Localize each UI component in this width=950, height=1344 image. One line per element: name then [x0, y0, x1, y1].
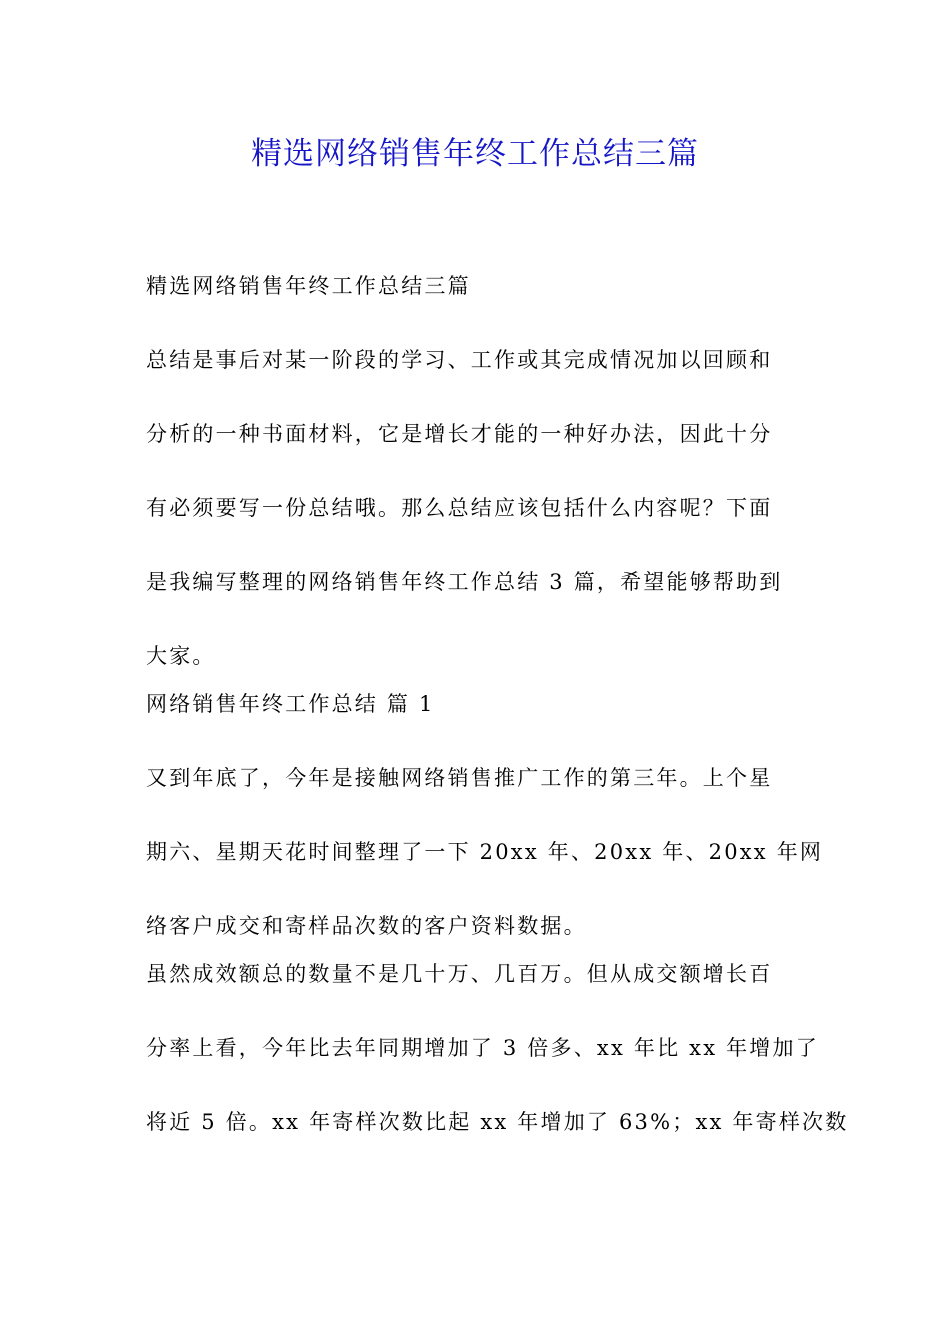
paragraph-line: 络客户成交和寄样品次数的客户资料数据。	[146, 914, 587, 938]
paragraph-line: 总结是事后对某一阶段的学习、工作或其完成情况加以回顾和	[146, 348, 773, 372]
paragraph-line: 大家。	[146, 644, 216, 668]
paragraph-line: 分析的一种书面材料，它是增长才能的一种好办法，因此十分	[146, 422, 773, 446]
paragraph-line: 将近 5 倍。xx 年寄样次数比起 xx 年增加了 63%；xx 年寄样次数	[146, 1110, 849, 1134]
paragraph-line: 又到年底了，今年是接触网络销售推广工作的第三年。上个星	[146, 766, 773, 790]
paragraph-line: 是我编写整理的网络销售年终工作总结 3 篇，希望能够帮助到	[146, 570, 783, 594]
section-heading: 网络销售年终工作总结 篇 1	[146, 692, 435, 716]
body-heading: 精选网络销售年终工作总结三篇	[146, 274, 471, 298]
paragraph-line: 虽然成效额总的数量不是几十万、几百万。但从成交额增长百	[146, 962, 773, 986]
paragraph-line: 分率上看，今年比去年同期增加了 3 倍多、xx 年比 xx 年增加了	[146, 1036, 819, 1060]
document-title: 精选网络销售年终工作总结三篇	[251, 136, 699, 172]
paragraph-line: 有必须要写一份总结哦。那么总结应该包括什么内容呢？下面	[146, 496, 773, 520]
document-body	[146, 262, 849, 1146]
paragraph-line: 期六、星期天花时间整理了一下 20xx 年、20xx 年、20xx 年网	[146, 840, 824, 864]
